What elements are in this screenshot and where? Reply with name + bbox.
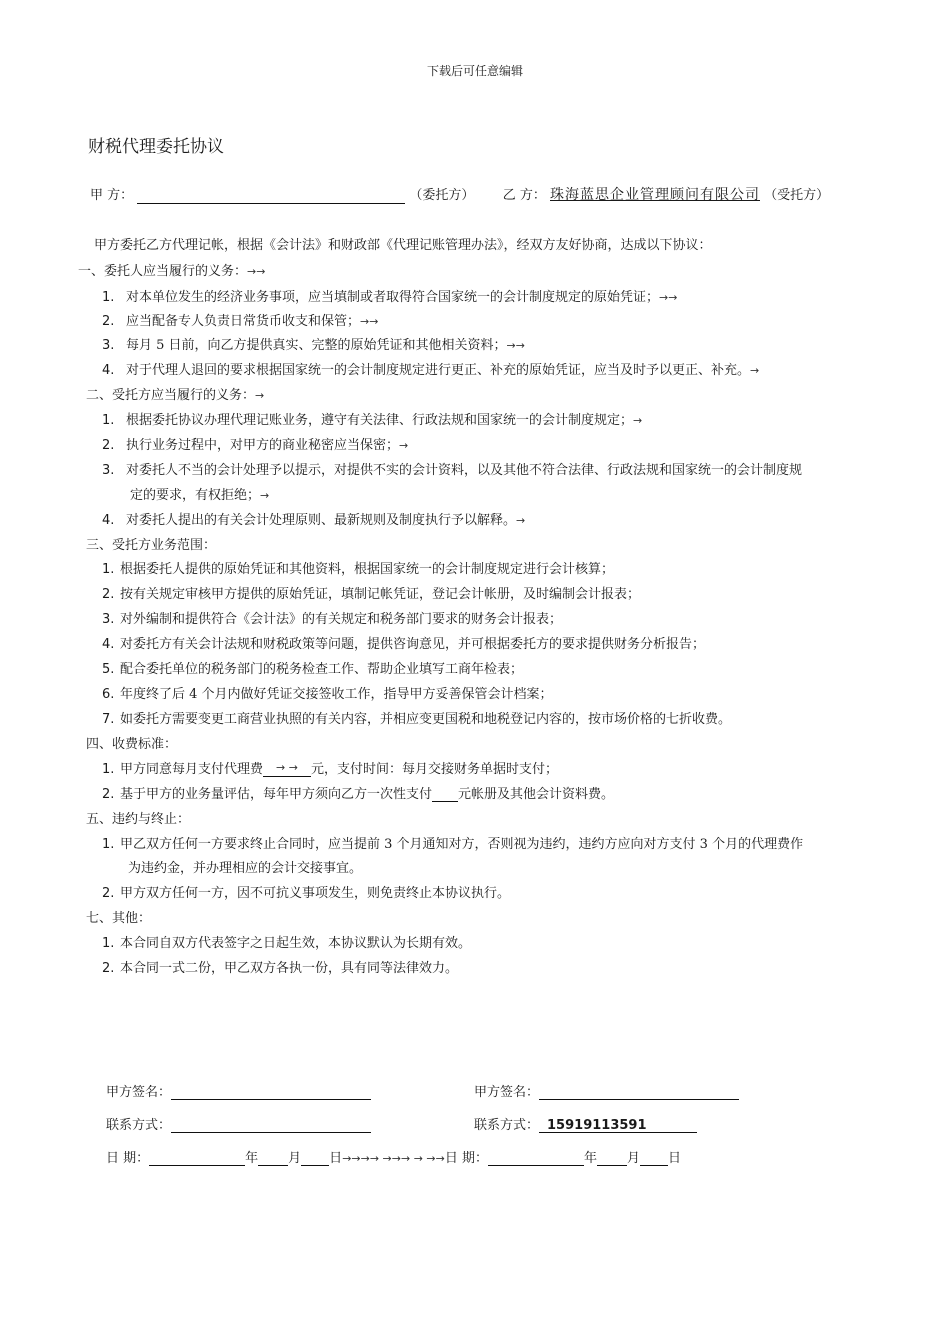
- contact-left: 联系方式：: [106, 1114, 371, 1133]
- arrow-mark: →→: [247, 265, 266, 278]
- list-item: 3. 每月 5 日前，向乙方提供真实、完整的原始凭证和其他相关资料；→→: [102, 338, 525, 353]
- signature-right-blank[interactable]: [539, 1085, 739, 1100]
- arrow-mark: →→→→ →→→ → →→: [342, 1152, 445, 1165]
- arrow-mark: →: [516, 514, 526, 527]
- party-a-label: 甲 方：: [90, 188, 134, 203]
- section-3-title: 三、受托方业务范围：: [86, 538, 217, 553]
- signature-left: 甲方签名：: [106, 1081, 371, 1100]
- list-item: 2. 执行业务过程中，对甲方的商业秘密应当保密；→: [102, 438, 409, 453]
- date-right-year-blank[interactable]: [488, 1151, 584, 1166]
- section-5-title: 五、违约与终止：: [86, 812, 191, 827]
- list-item-continued: 定的要求，有权拒绝；→: [130, 488, 270, 503]
- list-item: 5. 配合委托单位的税务部门的税务检查工作、帮助企业填写工商年检表；: [102, 662, 524, 677]
- list-item: 1. 根据委托人提供的原始凭证和其他资料，根据国家统一的会计制度规定进行会计核算；: [102, 562, 615, 577]
- section-4-title: 四、收费标准：: [86, 737, 178, 752]
- party-a-role: （委托方）: [409, 188, 475, 203]
- section-7-title: 七、其他：: [86, 911, 152, 926]
- intro-paragraph: 甲方委托乙方代理记帐，根据《会计法》和财政部《代理记账管理办法》，经双方友好协商，达成以下协议：: [94, 238, 712, 253]
- arrow-mark: →: [633, 414, 643, 427]
- list-item: 4. 对于代理人退回的要求根据国家统一的会计制度规定进行更正、补充的原始凭证，应当及时予以更正、补充。→: [102, 363, 760, 378]
- date-left-month-blank[interactable]: [258, 1151, 288, 1166]
- arrow-mark: →→: [506, 339, 525, 352]
- contact-right: 联系方式： 15919113591: [474, 1114, 697, 1133]
- list-item: 1. 甲乙双方任何一方要求终止合同时，应当提前 3 个月通知对方，否则视为违约，违约方应向对方支付 3 个月的代理费作: [102, 837, 804, 852]
- list-item: 4. 对委托人提出的有关会计处理原则、最新规则及制度执行予以解释。→: [102, 513, 526, 528]
- date-line: 日 期： 年 月 日→→→→ →→→ → →→日 期： 年 月 日: [106, 1151, 682, 1166]
- header-note: 下载后可任意编辑: [426, 64, 523, 78]
- parties-line: [90, 184, 829, 204]
- arrow-mark: →→: [360, 315, 379, 328]
- list-item: 1. 根据委托协议办理代理记账业务，遵守有关法律、行政法规和国家统一的会计制度规定；→: [102, 413, 643, 428]
- fee-monthly-blank[interactable]: → →: [263, 761, 311, 777]
- list-item-continued: 为违约金，并办理相应的会计交接事宜。: [128, 861, 363, 876]
- arrow-mark: →: [260, 489, 270, 502]
- party-b-label: 乙 方：: [502, 188, 546, 203]
- list-item: 4. 对委托方有关会计法规和财税政策等问题，提供咨询意见，并可根据委托方的要求提供财务分析报告；: [102, 637, 706, 652]
- document-title: 财税代理委托协议: [88, 137, 224, 157]
- list-item: 3. 对外编制和提供符合《会计法》的有关规定和税务部门要求的财务会计报表；: [102, 612, 563, 627]
- arrow-mark: →→: [659, 291, 678, 304]
- arrow-mark: →: [750, 364, 760, 377]
- date-right-day-blank[interactable]: [640, 1151, 668, 1166]
- party-b-role: （受托方）: [764, 188, 830, 203]
- list-item: 2. 按有关规定审核甲方提供的原始凭证，填制记帐凭证，登记会计帐册，及时编制会计报表；: [102, 587, 641, 602]
- date-left-day-blank[interactable]: [301, 1151, 329, 1166]
- list-item: 6. 年度终了后 4 个月内做好凭证交接签收工作，指导甲方妥善保管会计档案；: [102, 687, 553, 702]
- date-right-month-blank[interactable]: [597, 1151, 627, 1166]
- list-item: 2. 基于甲方的业务量评估，每年甲方须向乙方一次性支付 元帐册及其他会计资料费。: [102, 787, 615, 802]
- section-1-title: 一、委托人应当履行的义务：→→: [78, 264, 266, 279]
- list-item: 2. 甲方双方任何一方，因不可抗义事项发生，则免责终止本协议执行。: [102, 886, 511, 901]
- list-item: 7. 如委托方需要变更工商营业执照的有关内容，并相应变更国税和地税登记内容的，按市场价格的七折收费。: [102, 712, 732, 727]
- list-item: 1. 本合同自双方代表签字之日起生效，本协议默认为长期有效。: [102, 936, 472, 951]
- fee-annual-blank[interactable]: [432, 787, 458, 802]
- party-b-name: 珠海蓝思企业管理顾问有限公司: [550, 187, 760, 203]
- list-item: 2. 应当配备专人负责日常货币收支和保管；→→: [102, 314, 379, 329]
- signature-right: 甲方签名：: [474, 1081, 739, 1100]
- party-a-blank[interactable]: [137, 189, 405, 204]
- list-item: 3. 对委托人不当的会计处理予以提示，对提供不实的会计资料，以及其他不符合法律、行政法规和国家统一的会计制度规: [102, 463, 803, 478]
- contact-left-blank[interactable]: [171, 1118, 371, 1133]
- arrow-mark: →: [399, 439, 409, 452]
- contact-phone: 15919113591: [547, 1118, 647, 1133]
- section-2-title: 二、受托方应当履行的义务：→: [86, 388, 265, 403]
- date-left-year-blank[interactable]: [149, 1151, 245, 1166]
- list-item: 1. 甲方同意每月支付代理费 → → 元，支付时间：每月交接财务单据时支付；: [102, 761, 559, 777]
- list-item: 1. 对本单位发生的经济业务事项，应当填制或者取得符合国家统一的会计制度规定的原始凭证；→→: [102, 290, 678, 305]
- signature-left-blank[interactable]: [171, 1085, 371, 1100]
- list-item: 2. 本合同一式二份，甲乙双方各执一份，具有同等法律效力。: [102, 961, 459, 976]
- contact-right-field[interactable]: [539, 1118, 697, 1133]
- arrow-mark: →: [255, 389, 265, 402]
